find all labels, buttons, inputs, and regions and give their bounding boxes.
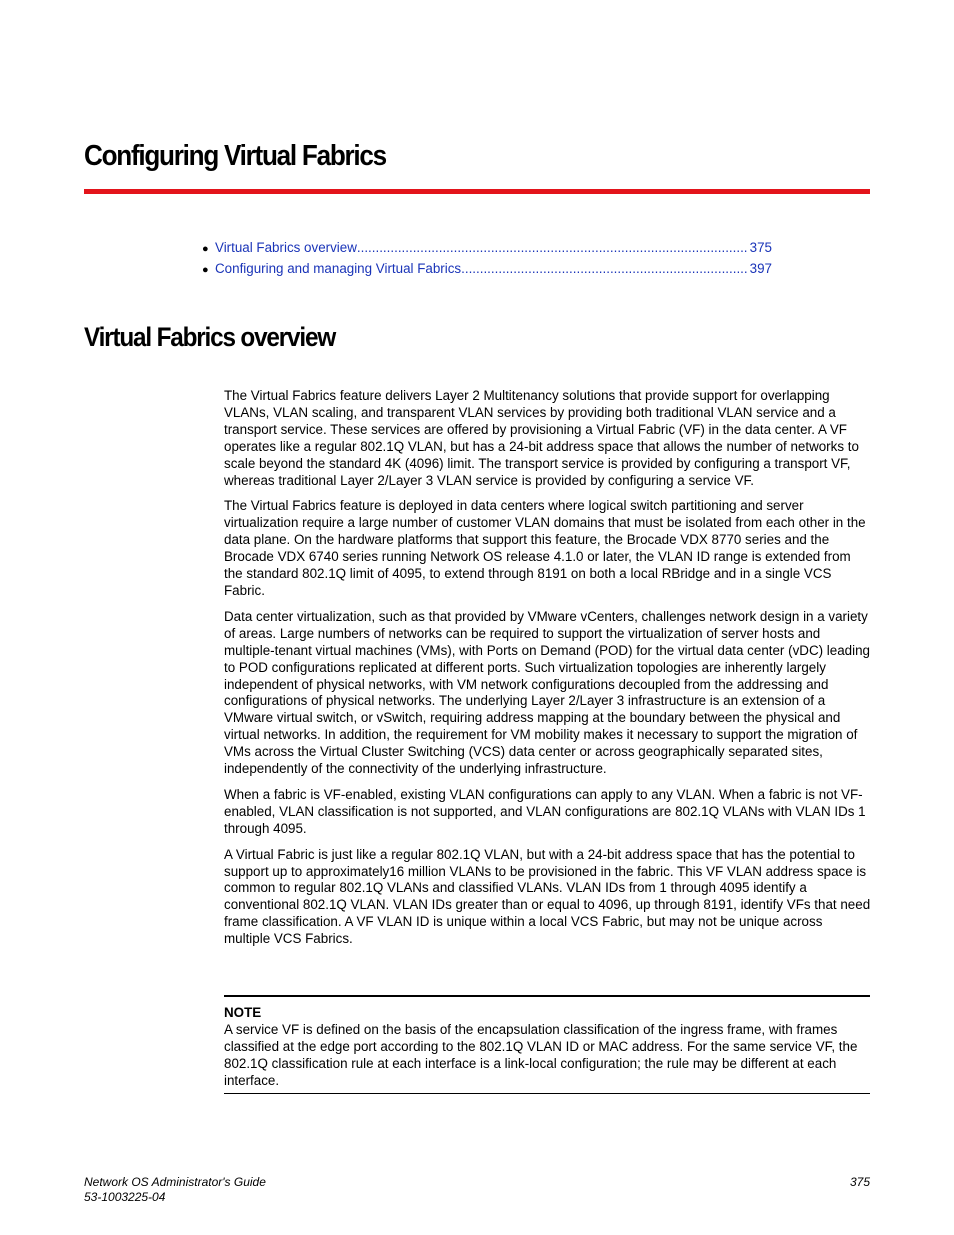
chapter-title-rule [84, 189, 870, 194]
bullet-icon: ● [202, 264, 209, 276]
chapter-title: Configuring Virtual Fabrics [84, 140, 386, 172]
footer-doc-number: 53-1003225-04 [84, 1190, 166, 1204]
note-text: A service VF is defined on the basis of the encapsulation classification of the ingress frame, with frames classified at the edge port according to the 802.1Q VLAN ID or MAC address. For the same service VF, the 802.1Q classification rule at each interface is a link-local configuration; the rule may be different at each interface. [224, 1021, 858, 1088]
body-paragraph: The Virtual Fabrics feature delivers Layer 2 Multitenancy solutions that provide support for overlapping VLANs, VLAN scaling, and transparent VLAN services by providing both traditional VLAN service and a transport service. These services are offered by provisioning a Virtual Fabric (VF) in the data center. A VF operates like a regular 802.1Q VLAN, but has a 24-bit address space that allows the number of networks to scale beyond the standard 4K (4096) limit. The transport service is provided by configuring a transport VF, whereas traditional Layer 2/Layer 3 VLAN service is provided by configuring a service VF. [224, 388, 859, 488]
toc-item-page: 397 [749, 261, 772, 276]
footer-page-number: 375 [849, 1175, 870, 1189]
toc-link-virtual-fabrics-overview[interactable] [215, 240, 772, 255]
bullet-icon: ● [202, 243, 209, 255]
toc-dot-leader [461, 261, 747, 276]
toc-link-configuring-managing[interactable] [215, 261, 772, 276]
note-heading: NOTE [224, 1005, 262, 1020]
footer-left [84, 1175, 266, 1205]
toc-item-page: 375 [749, 240, 772, 255]
body-paragraph: A Virtual Fabric is just like a regular 802.1Q VLAN, but with a 24-bit address space that has the potential to support up to approximately16 million VLANs to be provisioned in the fabric. This VF VLAN address space is common to regular 802.1Q VLANs and classified VLANs. VLAN IDs from 1 through 4095 identify a conventional 802.1Q VLAN. VLAN IDs greater than or equal to 4096, up through 8191, identify VFs that need frame classification. A VF VLAN ID is unique within a local VCS Fabric, but may not be unique across multiple VCS Fabrics. [224, 846, 871, 947]
toc-item[interactable] [202, 261, 772, 282]
note-box [224, 995, 870, 1094]
toc-item-label: Configuring and managing Virtual Fabrics [215, 261, 462, 276]
body-paragraph: Data center virtualization, such as that provided by VMware vCenters, challenges network design in a variety of areas. Large numbers of networks can be required to support the virtualization of server hosts and multiple-tenant virtual machines (VMs), with Ports on Demand (POD) for the virtual data center (vDC) leading to POD configurations replicated at different ports. Such virtualization topologies are inherently largely independent of physical networks, with VM network configurations decoupled from the addressing and configurations of physical networks. The underlying Layer 2/Layer 3 infrastructure is an extension of a VMware virtual switch, or vSwitch, requiring address mapping at the boundary between the physical and virtual networks. In addition, the requirement for VM mobility makes it necessary to support the migration of VMs across the Virtual Cluster Switching (VCS) data center or across geographically separated sites, independently of the connectivity of the underlying infrastructure. [224, 608, 870, 777]
section-body [224, 388, 872, 957]
footer-guide-title: Network OS Administrator's Guide [84, 1175, 266, 1189]
toc-item[interactable] [202, 240, 772, 261]
section-title: Virtual Fabrics overview [84, 322, 336, 352]
chapter-toc [202, 240, 772, 282]
toc-dot-leader [357, 240, 747, 255]
toc-item-label: Virtual Fabrics overview [215, 240, 357, 255]
body-paragraph: When a fabric is VF-enabled, existing VLAN configurations can apply to any VLAN. When a fabric is not VF-enabled, VLAN classification is not supported, and VLAN configurations are 802.1Q VLANs with VLAN IDs 1 through 4095. [224, 786, 866, 836]
body-paragraph: The Virtual Fabrics feature is deployed in data centers where logical switch partitioning and server virtualization require a large number of customer VLAN domains that must be isolated from each other in the data plane. On the hardware platforms that support this feature, the Brocade VDX 8770 series and the Brocade VDX 6740 series running Network OS release 4.1.0 or later, the VLAN ID range is extended from the standard 802.1Q limit of 4095, to extend through 8191 on both a local RBridge and in a single VCS Fabric. [224, 498, 866, 598]
